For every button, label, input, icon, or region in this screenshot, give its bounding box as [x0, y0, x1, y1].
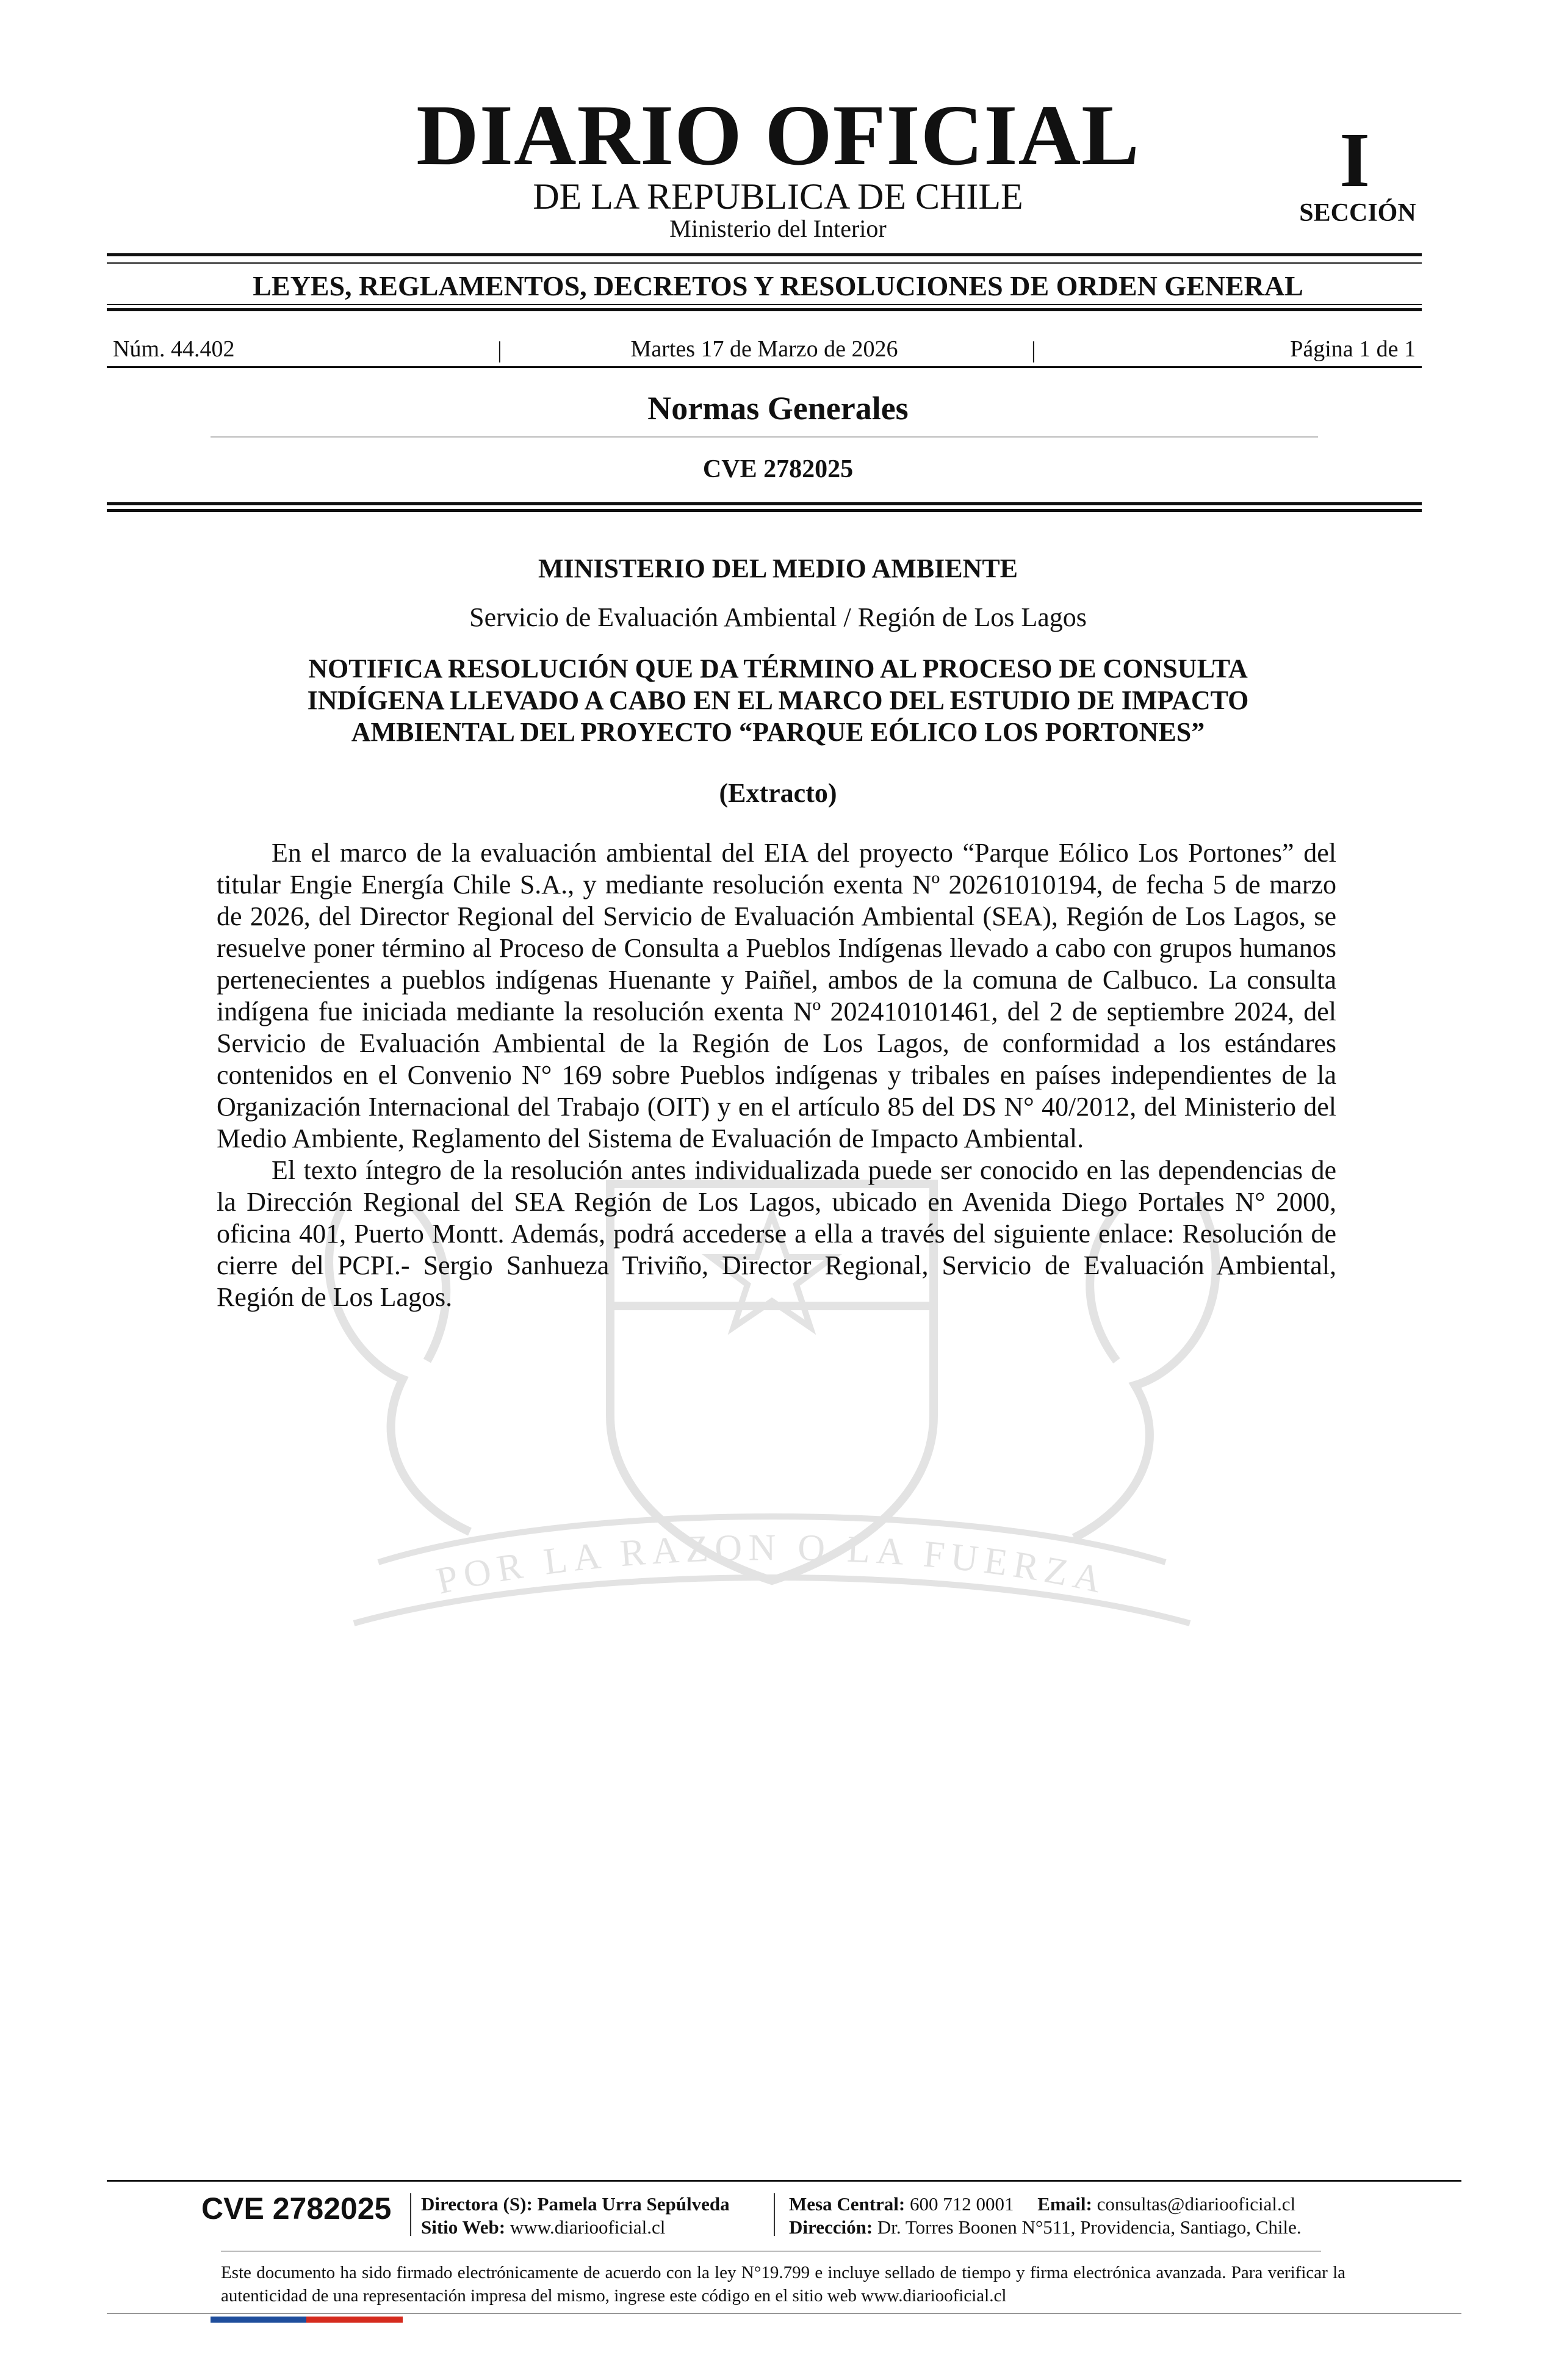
body-text	[217, 837, 1336, 1313]
info-separator: |	[497, 337, 502, 363]
section-title: Normas Generales	[647, 390, 909, 427]
extract-label: (Extracto)	[719, 778, 837, 808]
cve-code: CVE 2782025	[702, 455, 854, 483]
footer-address	[789, 2218, 1302, 2237]
header-rule-thick	[107, 253, 1422, 256]
footer-email-link[interactable]: consultas@diariooficial.cl	[1097, 2193, 1296, 2215]
flag-color-bar	[211, 2317, 403, 2323]
notice-title-line: AMBIENTAL DEL PROYECTO “PARQUE EÓLICO LOS PORTONES”	[351, 717, 1205, 747]
issue-date: Martes 17 de Marzo de 2026	[630, 336, 898, 362]
issuing-service: Servicio de Evaluación Ambiental / Región de Los Lagos	[469, 602, 1087, 632]
section-number: I	[1339, 117, 1370, 203]
flag-blue-stripe	[211, 2317, 306, 2323]
footer-divider	[774, 2193, 775, 2236]
footer-cve-code: CVE 2782025	[201, 2191, 392, 2226]
header-rule-thin	[107, 262, 1422, 264]
footer-website-link[interactable]: www.diariooficial.cl	[510, 2216, 666, 2238]
section-label: SECCIÓN	[1299, 199, 1416, 227]
category-heading: LEYES, REGLAMENTOS, DECRETOS Y RESOLUCIONES DE ORDEN GENERAL	[253, 270, 1303, 301]
flag-red-stripe	[306, 2317, 403, 2323]
category-rule-thick	[107, 308, 1422, 311]
footer-director-name: Pamela Urra Sepúlveda	[537, 2193, 730, 2215]
section-title-rule	[211, 436, 1318, 438]
body-paragraph: El texto íntegro de la resolución antes individualizada puede ser conocido en las dependencias de la Dirección Regional del SEA Región de Los Lagos, ubicado en Avenida Diego Portales N° 2000, oficina 401, Puerto Montt. Además, podrá accederse a ella a través del siguiente enlace: Resolución de cierre del PCPI.- Sergio Sanhueza Triviño, Director Regional, Servicio de Evaluación Ambiental, Región de Los Lagos.	[217, 1155, 1336, 1312]
footer-bottom-rule	[107, 2313, 1461, 2314]
notice-title	[183, 653, 1373, 748]
footer-email-label: Email:	[1037, 2193, 1092, 2215]
footer-address-label: Dirección:	[789, 2216, 873, 2238]
footer-notice-rule	[221, 2251, 1321, 2252]
footer-director-label: Directora (S):	[421, 2193, 533, 2215]
footer-contact	[789, 2194, 1295, 2213]
category-rule-thin	[107, 304, 1422, 305]
footer-signature-notice: Este documento ha sido firmado electrónicamente de acuerdo con la ley N°19.799 e incluye sellado de tiempo y firma electrónica avanzada. Para verificar la autenticidad de una representación impresa del mismo, ingrese este código en el sitio web www.diariooficial.cl	[221, 2263, 1345, 2306]
footer-address-value: Dr. Torres Boonen N°511, Providencia, Santiago, Chile.	[877, 2216, 1302, 2238]
footer-divider	[410, 2193, 411, 2236]
cve-rule-1	[107, 502, 1422, 505]
footer-phone-label: Mesa Central:	[789, 2193, 906, 2215]
issue-info-bar	[113, 336, 1416, 363]
notice-title-line: NOTIFICA RESOLUCIÓN QUE DA TÉRMINO AL PROCESO DE CONSULTA	[308, 654, 1248, 683]
masthead-ministry: Ministerio del Interior	[669, 215, 887, 242]
notice-title-line: INDÍGENA LLEVADO A CABO EN EL MARCO DEL ESTUDIO DE IMPACTO	[307, 685, 1249, 715]
page-indicator: Página 1 de 1	[1290, 336, 1416, 362]
footer-website	[421, 2218, 665, 2237]
footer-rule	[107, 2180, 1461, 2182]
info-rule	[107, 366, 1422, 368]
footer-director	[421, 2194, 730, 2213]
body-paragraph: En el marco de la evaluación ambiental del EIA del proyecto “Parque Eólico Los Portones” del titular Engie Energía Chile S.A., y mediante resolución exenta Nº 20261010194, de fecha 5 de marzo de 2026, del Director Regional del Servicio de Evaluación Ambiental (SEA), Región de Los Lagos, se resuelve poner término al Proceso de Consulta a Pueblos Indígenas llevado a cabo con grupos humanos pertenecientes a pueblos indígenas Huenante y Paiñel, ambos de la comuna de Calbuco. La consulta indígena fue iniciada mediante la resolución exenta Nº 202410101461, del 2 de septiembre 2024, del Servicio de Evaluación Ambiental de la Región de Los Lagos, de conformidad a los estándares contenidos en el Convenio N° 169 sobre Pueblos indígenas y tribales en países independientes de la Organización Internacional del Trabajo (OIT) y en el artículo 85 del DS N° 40/2012, del Ministerio del Medio Ambiente, Reglamento del Sistema de Evaluación de Impacto Ambiental.	[217, 838, 1336, 1153]
watermark-motto: POR LA RAZON O LA FUERZA	[432, 1527, 1111, 1603]
footer-website-label: Sitio Web:	[421, 2216, 506, 2238]
footer-phone-value: 600 712 0001	[910, 2193, 1014, 2215]
masthead-subtitle: DE LA REPUBLICA DE CHILE	[533, 176, 1023, 217]
info-separator: |	[1031, 337, 1036, 363]
issue-number: Núm. 44.402	[113, 336, 235, 362]
issuing-ministry: MINISTERIO DEL MEDIO AMBIENTE	[538, 554, 1018, 583]
cve-rule-2	[107, 509, 1422, 512]
masthead-title: DIARIO OFICIAL	[416, 87, 1140, 183]
